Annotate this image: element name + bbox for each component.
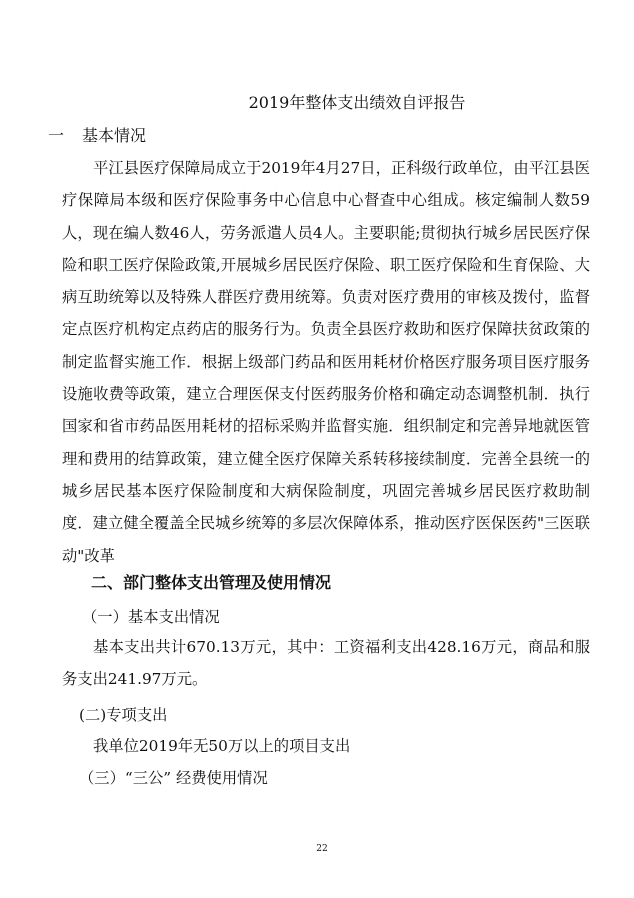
section1-heading-text: 基本情况: [82, 126, 147, 145]
subsection3-heading: （三）“三公” 经费使用情况: [79, 769, 268, 787]
subsection2-paragraph: 我单位2019年无50万以上的项目支出: [93, 737, 351, 755]
section1-paragraph: 平江县医疗保障局成立于2019年4月27日，正科级行政单位，由平江县医疗保障局本级和医疗保险事务中心信息中心督查中心组成。核定编制人数59人，现在编人数46人，劳务派遣人员4人。主要职能;贯彻执行城乡居民医疗保险和职工医疗保险政策,开展城乡居民医疗保险、职工医疗保险和生育保险、大病互助统筹以及特殊人群医疗费用统筹。负责对医疗费用的审核及拨付，监督定点医疗机构定点药店的服务行为。负责全县医疗救助和医疗保障扶贫政策的制定监督实施工作．根据上级部门药品和医用耗材价格医疗服务项目医疗服务设施收费等政策，建立合理医保支付医药服务价格和确定动态调整机制．执行国家和省市药品医用耗材的招标采购并监督实施．组织制定和完善异地就医管理和费用的结算政策，建立健全医疗保障关系转移接续制度．完善全县统一的城乡居民基本医疗保险制度和大病保险制度，巩固完善城乡居民医疗救助制度．建立健全覆盖全民城乡统筹的多层次保障体系，推动医疗医保医药"三医联动"改革: [62, 159, 590, 565]
subsection1-heading: （一）基本支出情况: [82, 608, 220, 626]
page-number: 22: [316, 844, 328, 854]
subsection2-heading: (二)专项支出: [79, 706, 168, 724]
section1-heading: [48, 125, 146, 147]
section1-number: 一: [48, 126, 65, 145]
subsection1-paragraph: 基本支出共计670.13万元，其中：工资福利支出428.16万元，商品和服务支出241.97万元。: [62, 638, 590, 688]
section2-heading: 二、部门整体支出管理及使用情况: [91, 573, 332, 592]
document-title: 2019年整体支出绩效自评报告: [248, 93, 466, 112]
